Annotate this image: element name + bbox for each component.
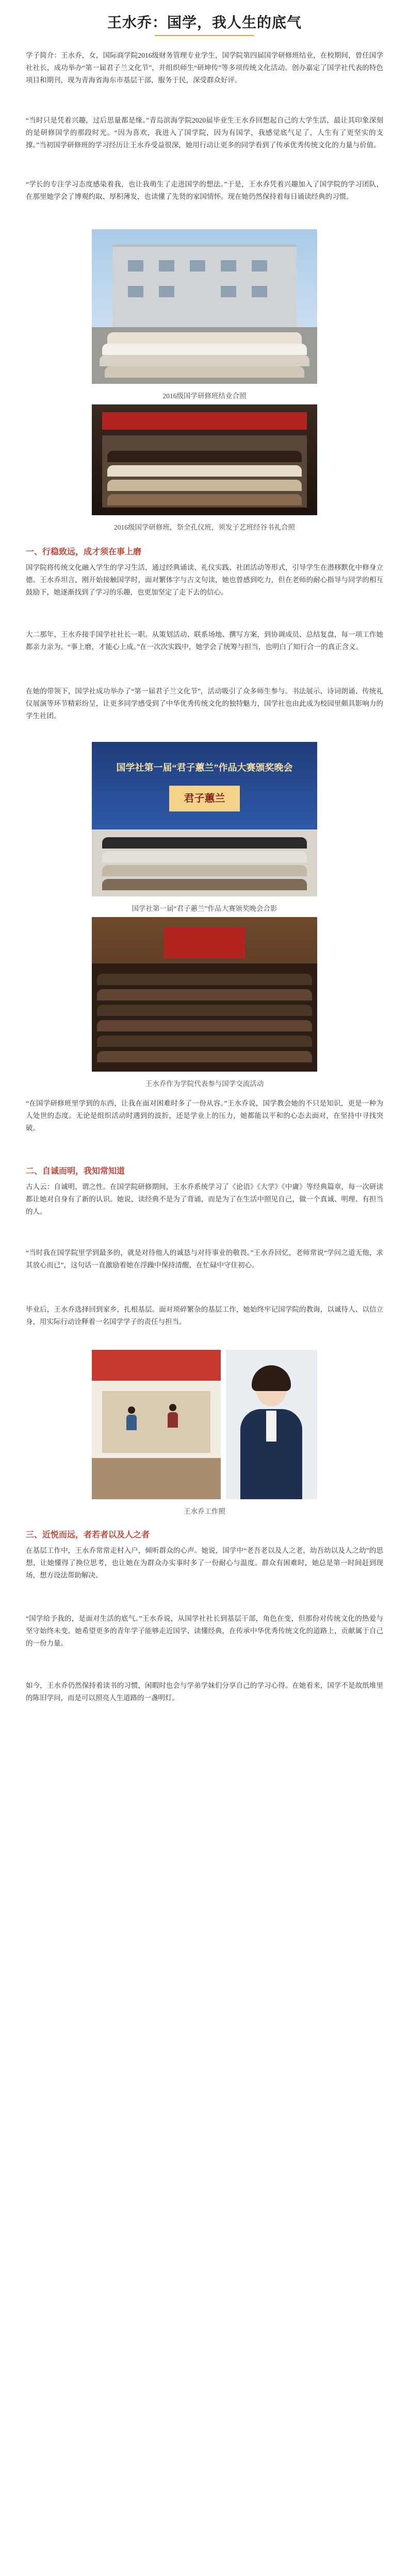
section-heading-2: 二、自诚而明，我知常知道	[26, 1167, 125, 1176]
photo-portrait	[226, 1350, 317, 1499]
photo-award-stage	[92, 742, 317, 896]
title-underline	[155, 35, 254, 36]
paragraph-1: “当时只是凭着兴趣，过后思量都是缘。”青岛滨海学院2020届毕业生王水乔回想起自己的大学生活，最让其印象深刻的是研修国学的那段时光。“因为喜欢，我进入了国学院，因为有国学，我感觉底气足了，人生有了更坚实的支撑。”当初国学研修班的学习经历让王水乔受益很深，她用行动让更多的同学看到了传承优秀传统文化的力量与价值。	[26, 116, 383, 149]
caption-3: 国学社第一届“君子蕙兰”作品大赛颁奖晚会合影	[132, 905, 277, 912]
paragraph-9: 在基层工作中，王水乔常常走村入户，倾听群众的心声。她说，国学中“老吾老以及人之老，幼吾幼以及人之幼”的思想，让她懂得了换位思考，也让她在为群众办实事时多了一份耐心与温度。群众有困难时，她总是第一时间赶到现场，想方设法帮助解决。	[26, 1547, 383, 1579]
stage-banner-text: 国学社第一届“君子蕙兰”作品大赛颁奖晚会	[116, 762, 293, 773]
caption-5: 王水乔工作照	[184, 1507, 225, 1515]
stage-slogan: 君子蕙兰	[169, 786, 240, 811]
photo-work-left	[92, 1350, 221, 1499]
paragraph-8: 毕业后，王水乔选择回到家乡，扎根基层。面对琐碎繁杂的基层工作，她始终牢记国学院的教诲，以诚待人、以信立身，用实际行动诠释着一名国学学子的责任与担当。	[26, 1306, 383, 1326]
paragraph-5: “在国学研修班里学到的东西，让我在面对困难时多了一份从容。”王水乔说，国学教会她的不只是知识，更是一种为人处世的态度。无论是组织活动时遇到的波折，还是学业上的压力，她都能以平和的心态去面对，在坚持中寻找突破。	[26, 1099, 383, 1132]
paragraph-7: “当时我在国学院里学到最多的，就是对待他人的诚恳与对待事业的敬畏。”王水乔回忆，老师常说“学问之道无他，求其放心而已”，这句话一直激励着她在浮躁中保持清醒，在忙碌中守住初心。	[26, 1249, 383, 1269]
paragraph-11: 如今，王水乔仍然保持着读书的习惯，闲暇时也会与学弟学妹们分享自己的学习心得。在她看来，国学不是故纸堆里的陈旧学问，而是可以照亮人生道路的一盏明灯。	[26, 1682, 383, 1702]
paragraph-4: 在她的带领下，国学社成功举办了“第一届君子兰文化节”，活动吸引了众多师生参与。书法展示、诗词朗诵、传统礼仪展演等环节精彩纷呈，让更多同学感受到了中华优秀传统文化的独特魅力，国学社也由此成为校园里颇具影响力的学生社团。	[26, 687, 383, 720]
intro-paragraph: 学子简介：王水乔，女，国际商学院2016级财务管理专业学生，国学院第四届国学研修班结业，在校期间，曾任国学社社长，成功举办“第一届君子兰文化节”，并组织师生“研坤传”等多项传统文化活动。创办嘉定了国学社代表的特色项目和期刊，现为青海省海东市基层干部，服务于民，深受群众好评。	[26, 52, 383, 84]
section-heading-1: 一、行稳致远，成才须在事上磨	[26, 548, 142, 556]
paragraph-1b: “学长的专注学习态度感染着我，也让我萌生了走进国学的想法。”于是，王水乔凭着兴趣加入了国学院的学习团队，在那里她学会了博观约取、厚积薄发，也读懂了先贤的家国情怀。现在她仍然保持着每日诵读经典的习惯。	[26, 180, 383, 200]
paragraph-3: 大二那年，王水乔接手国学社社长一职。从策划活动、联系场地、撰写方案，到协调成员、总结复盘，每一项工作她都亲力亲为。“事上磨，才能心上成。”在一次次实践中，她学会了统筹与担当，也明白了知行合一的真正含义。	[26, 631, 383, 651]
caption-1: 2016级国学研修班结业合照	[162, 392, 247, 400]
article-title: 王水乔：国学，我人生的底气	[107, 15, 302, 31]
caption-4: 王水乔作为学院代表参与国学交流活动	[145, 1080, 264, 1088]
paragraph-10: “国学给予我的，是面对生活的底气。”王水乔说，从国学社社长到基层干部，角色在变，但那份对传统文化的热爱与坚守始终未变。她希望更多的青年学子能够走近国学、读懂经典，在传承中华优秀传统文化的道路上，贡献属于自己的一份力量。	[26, 1615, 383, 1647]
paragraph-2: 国学院将传统文化融入学生的学习生活，通过经典诵读、礼仪实践、社团活动等形式，引导学生在潜移默化中修身立德。王水乔坦言，刚开始接触国学时，面对繁体字与古文句读，她也曾感到吃力，但在老师的耐心指导与同学的相互鼓励下，她逐渐找到了学习的乐趣，也更加坚定了走下去的信心。	[26, 564, 383, 596]
caption-2: 2016级国学研修班，祭全孔仪班，须发子艺班经谷书礼合照	[114, 523, 295, 531]
paragraph-6: 古人云：自诚明，谓之性。在国学院研修期间，王水乔系统学习了《论语》《大学》《中庸》等经典篇章，每一次研读都让她对自身有了新的认识。她说，读经典不是为了背诵，而是为了在生活中照见自己，做一个真诚、明理、有担当的人。	[26, 1183, 383, 1215]
photo-meeting-hall	[92, 917, 317, 1072]
photo-indoor-group	[92, 404, 317, 515]
section-heading-3: 三、近悦而远，者若者以及人之者	[26, 1531, 150, 1539]
photo-group-building	[92, 229, 317, 384]
